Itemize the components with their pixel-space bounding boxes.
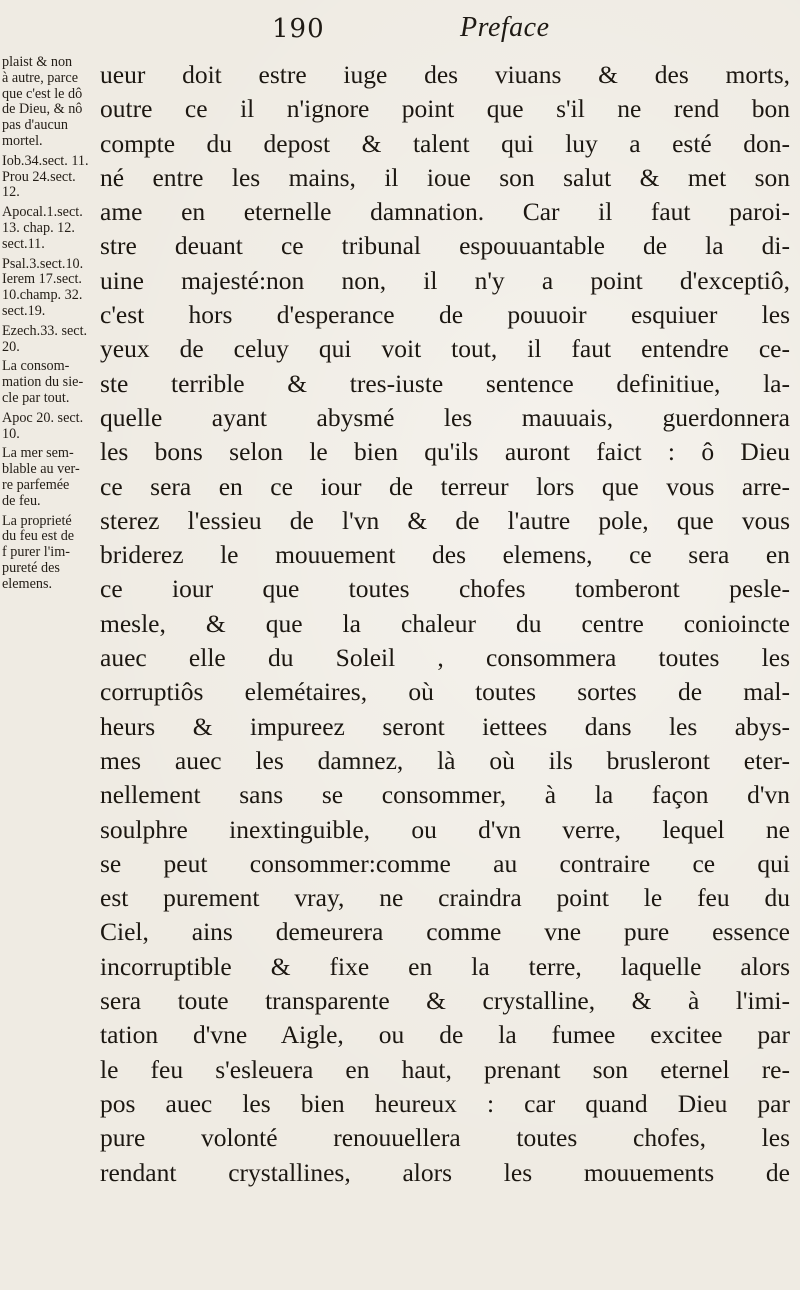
margin-note-line: Ezech.33. sect. — [2, 322, 88, 339]
text-line: ste terrible & tres-iuste sentence definitiue, la- — [100, 368, 790, 398]
margin-note-line: 12. — [2, 184, 20, 201]
text-line: pos auec les bien heureux : car quand Dieu par — [100, 1088, 790, 1118]
text-line: rendant crystallines, alors les mouuements de — [100, 1157, 790, 1187]
text-line: tation d'vne Aigle, ou de la fumee excitee par — [100, 1020, 790, 1050]
margin-note-line: cle par tout. — [2, 389, 70, 406]
text-line: stre deuant ce tribunal espouuantable de la di- — [100, 231, 790, 261]
text-line: heurs & impureez seront iettees dans les abys- — [100, 711, 790, 741]
margin-note-line: mortel. — [2, 132, 43, 149]
page-heading: Preface — [460, 12, 550, 43]
margin-note — [2, 154, 102, 201]
text-line: Ciel, ains demeurera comme vne pure essence — [100, 917, 790, 947]
margin-note-line: 13. chap. 12. — [2, 219, 75, 236]
margin-note-line: à autre, parce — [2, 69, 79, 86]
text-line: ueur doit estre iuge des viuans & des morts, — [100, 60, 790, 89]
margin-note-line: sect.11. — [2, 235, 45, 252]
margin-note-line: pureté des — [2, 559, 60, 576]
margin-note-line: de Dieu, & nô — [2, 101, 83, 118]
margin-note-line: du feu est de — [2, 528, 75, 545]
text-line: outre ce il n'ignore point que s'il ne rend bon — [100, 94, 790, 124]
text-line: se peut consommer:comme au contraire ce qui — [100, 848, 790, 878]
margin-note — [2, 205, 102, 252]
text-line: les bons selon le bien qu'ils auront faict : ô Dieu — [100, 437, 790, 467]
text-line: uine majesté:non non, il n'y a point d'exceptiô, — [100, 265, 790, 295]
text-line: le feu s'esleuera en haut, prenant son eternel re- — [100, 1054, 790, 1084]
text-line: ce iour que toutes chofes tomberont pesle- — [100, 574, 790, 604]
margin-note-line: Apoc 20. sect. — [2, 409, 84, 426]
margin-note — [2, 411, 102, 443]
page-number: 190 — [272, 14, 325, 44]
margin-note-line: Ierem 17.sect. — [2, 271, 82, 288]
margin-note-line: La mer sem- — [2, 445, 74, 462]
text-line: mesle, & que la chaleur du centre conioincte — [100, 608, 790, 638]
margin-note-line: de feu. — [2, 492, 41, 509]
text-line: briderez le mouuement des elemens, ce sera en — [100, 540, 790, 570]
body-text — [100, 58, 790, 1190]
text-line: sera toute transparente & crystalline, & à l'imi- — [100, 986, 790, 1016]
margin-note — [2, 324, 102, 356]
text-line: corruptiôs elemétaires, où toutes sortes de mal- — [100, 677, 790, 707]
margin-note-line: Psal.3.sect.10. — [2, 255, 84, 272]
margin-note-line: elemens. — [2, 575, 53, 592]
text-line: ce sera en ce iour de terreur lors que vous arre- — [100, 471, 790, 501]
margin-note — [2, 514, 102, 593]
text-line: pure volonté renouuellera toutes chofes, les — [100, 1123, 790, 1153]
margin-note-line: La consom- — [2, 358, 70, 375]
margin-note-line: Apocal.1.sect. — [2, 204, 83, 221]
text-line: incorruptible & fixe en la terre, laquelle alors — [100, 951, 790, 981]
margin-note-line: que c'est le dô — [2, 85, 83, 102]
margin-note-line: plaist & non — [2, 54, 73, 70]
margin-note-line: Iob.34.sect. 11. — [2, 152, 89, 169]
margin-note — [2, 446, 102, 509]
text-line: est purement vray, ne craindra point le feu du — [100, 883, 790, 913]
margin-note-line: re parfemée — [2, 476, 70, 493]
marginal-notes — [2, 55, 102, 597]
text-line: quelle ayant abysmé les mauuais, guerdonnera — [100, 402, 790, 432]
margin-note-line: blable au ver- — [2, 461, 80, 478]
margin-note-line: f purer l'im- — [2, 544, 70, 561]
text-line: soulphre inextinguible, ou d'vn verre, lequel ne — [100, 814, 790, 844]
margin-note-line: Prou 24.sect. — [2, 168, 76, 185]
margin-note — [2, 257, 102, 320]
text-line: né entre les mains, il ioue son salut & met son — [100, 162, 790, 192]
text-line: sterez l'essieu de l'vn & de l'autre pole, que vous — [100, 505, 790, 535]
text-line: nellement sans se consommer, à la façon d'vn — [100, 780, 790, 810]
text-line: yeux de celuy qui voit tout, il faut entendre ce- — [100, 334, 790, 364]
text-line: auec elle du Soleil , consommera toutes les — [100, 643, 790, 673]
margin-note-line: 10. — [2, 425, 20, 442]
margin-note-line: sect.19. — [2, 302, 46, 319]
margin-note-line: pas d'aucun — [2, 117, 68, 134]
text-line: ame en eternelle damnation. Car il faut paroi- — [100, 197, 790, 227]
text-line: compte du depost & talent qui luy a esté don- — [100, 128, 790, 158]
margin-note-line: mation du sie- — [2, 374, 84, 391]
margin-note-line: 10.champ. 32. — [2, 287, 83, 304]
margin-note — [2, 55, 102, 150]
text-line: c'est hors d'esperance de pouuoir esquiuer les — [100, 300, 790, 330]
margin-note-line: La proprieté — [2, 512, 72, 529]
margin-note — [2, 359, 102, 406]
margin-note-line: 20. — [2, 338, 20, 355]
text-line: mes auec les damnez, là où ils brusleront eter- — [100, 745, 790, 775]
running-head — [0, 8, 800, 48]
